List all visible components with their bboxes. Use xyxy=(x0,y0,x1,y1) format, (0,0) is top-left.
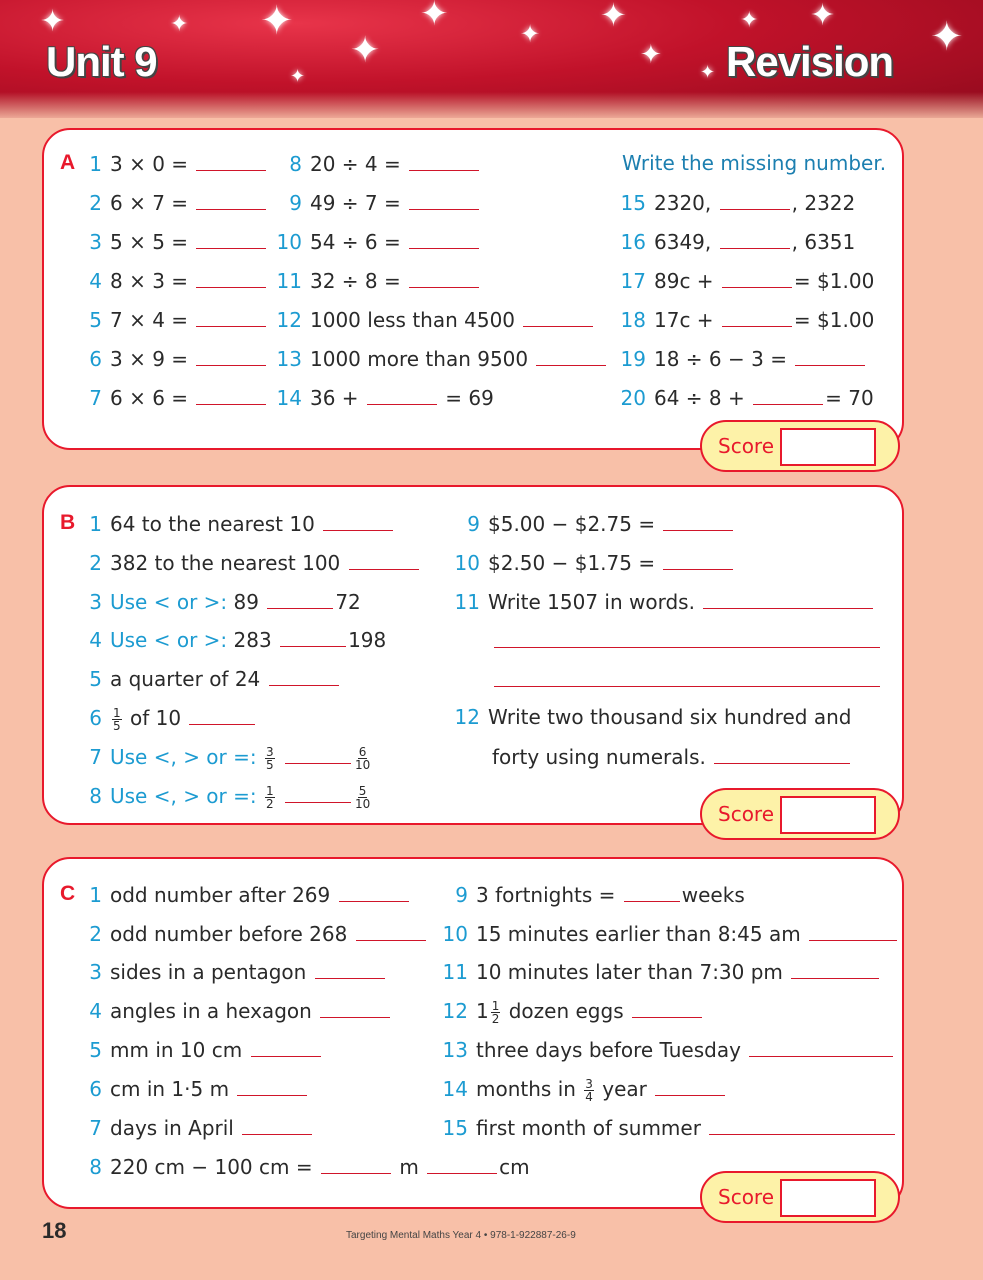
question-row xyxy=(80,589,361,614)
score-label: Score xyxy=(718,802,775,826)
question-row xyxy=(448,550,735,575)
sparkle-icon: ✦ xyxy=(260,0,294,44)
answer-blank[interactable] xyxy=(709,1115,895,1135)
question-text: 3 fortnights = xyxy=(476,883,616,907)
question-number: 3 xyxy=(89,960,102,984)
sparkle-icon: ✦ xyxy=(600,0,627,34)
fraction xyxy=(265,746,275,771)
numerator: 3 xyxy=(585,1077,593,1091)
question-number: 1 xyxy=(89,512,102,536)
section-b-panel xyxy=(42,485,904,825)
question-text: 1 xyxy=(476,999,489,1023)
question-row xyxy=(492,744,852,769)
question-text: 7 × 4 = xyxy=(110,308,189,332)
question-row xyxy=(80,666,341,691)
question-text: a quarter of 24 xyxy=(110,667,261,691)
question-text: , 6351 xyxy=(791,230,856,254)
question-number: 20 xyxy=(620,386,646,410)
question-text: of 10 xyxy=(130,706,182,730)
answer-blank[interactable] xyxy=(196,190,266,210)
question-row xyxy=(80,705,257,732)
answer-blank[interactable] xyxy=(409,151,479,171)
question-text: Use <, > or =: xyxy=(110,745,257,769)
answer-blank[interactable] xyxy=(196,229,266,249)
answer-blank[interactable] xyxy=(315,959,385,979)
question-text: $5.00 − $2.75 = xyxy=(488,512,656,536)
answer-blank[interactable] xyxy=(494,667,880,687)
question-text: cm xyxy=(499,1155,530,1179)
sparkle-icon: ✦ xyxy=(740,8,759,33)
question-text: 15 minutes earlier than 8:45 am xyxy=(476,922,801,946)
section-instruction: Write the missing number. xyxy=(622,151,887,175)
question-number: 5 xyxy=(89,308,102,332)
question-text: odd number before 268 xyxy=(110,922,348,946)
question-row xyxy=(610,307,874,332)
score-box xyxy=(700,788,900,840)
question-row xyxy=(80,998,392,1023)
question-row xyxy=(80,229,268,254)
denominator: 5 xyxy=(265,758,274,772)
question-number: 9 xyxy=(289,191,302,215)
question-row xyxy=(80,627,386,652)
question-text: 64 ÷ 8 + xyxy=(654,386,745,410)
question-number: 9 xyxy=(455,883,468,907)
denominator: 2 xyxy=(265,797,274,811)
score-input[interactable] xyxy=(780,796,876,834)
question-text: three days before Tuesday xyxy=(476,1038,741,1062)
answer-blank[interactable] xyxy=(196,268,266,288)
question-row xyxy=(436,882,745,907)
answer-blank[interactable] xyxy=(349,550,419,570)
question-text: months in xyxy=(476,1077,576,1101)
numerator: 1 xyxy=(113,706,121,720)
answer-blank[interactable] xyxy=(722,307,792,327)
question-number: 9 xyxy=(467,512,480,536)
question-text: = 70 xyxy=(825,386,874,410)
question-row xyxy=(270,151,481,176)
question-row xyxy=(80,268,268,293)
question-text: 89c + xyxy=(654,269,714,293)
question-number: 15 xyxy=(620,191,646,215)
question-text: 283 xyxy=(233,628,272,652)
question-text: odd number after 269 xyxy=(110,883,331,907)
question-number: 10 xyxy=(442,922,468,946)
answer-blank[interactable] xyxy=(285,744,351,764)
question-row xyxy=(80,744,372,771)
question-text: 2320, xyxy=(654,191,712,215)
question-number: 17 xyxy=(620,269,646,293)
question-text: 54 ÷ 6 = xyxy=(310,230,401,254)
question-row xyxy=(436,1115,897,1140)
question-row xyxy=(270,268,481,293)
question-row xyxy=(270,385,494,410)
question-number: 5 xyxy=(89,1038,102,1062)
question-row xyxy=(80,511,395,536)
question-text: 49 ÷ 7 = xyxy=(310,191,401,215)
score-input[interactable] xyxy=(780,428,876,466)
question-text: Write 1507 in words. xyxy=(488,590,695,614)
question-number: 4 xyxy=(89,628,102,652)
answer-blank[interactable] xyxy=(749,1037,893,1057)
question-text: Use < or >: xyxy=(110,628,228,652)
question-row xyxy=(448,705,851,729)
sparkle-icon: ✦ xyxy=(170,12,189,37)
denominator: 4 xyxy=(585,1090,593,1104)
question-number: 15 xyxy=(442,1116,468,1140)
question-text: mm in 10 cm xyxy=(110,1038,243,1062)
question-number: 12 xyxy=(454,705,480,729)
numerator: 6 xyxy=(358,745,367,759)
question-text: weeks xyxy=(681,883,745,907)
denominator: 10 xyxy=(354,758,371,772)
question-number: 1 xyxy=(89,883,102,907)
question-number: 12 xyxy=(276,308,302,332)
answer-blank[interactable] xyxy=(196,385,266,405)
question-row xyxy=(80,346,268,371)
question-row xyxy=(436,1076,727,1103)
question-row xyxy=(270,190,481,215)
answer-blank[interactable] xyxy=(189,705,255,725)
question-row xyxy=(448,511,735,536)
sparkle-icon: ✦ xyxy=(350,30,381,71)
score-input[interactable] xyxy=(780,1179,876,1217)
answer-blank[interactable] xyxy=(269,666,339,686)
question-text: 36 + xyxy=(310,386,359,410)
answer-blank[interactable] xyxy=(323,511,393,531)
numerator: 5 xyxy=(358,784,367,798)
sparkle-icon: ✦ xyxy=(640,40,662,70)
question-row xyxy=(80,1076,309,1101)
question-number: 8 xyxy=(89,1155,102,1179)
question-number: 11 xyxy=(454,590,480,614)
footer-text: Targeting Mental Maths Year 4 • 978-1-922887-26-9 xyxy=(346,1230,576,1241)
question-text: = $1.00 xyxy=(793,308,875,332)
question-text: 64 to the nearest 10 xyxy=(110,512,315,536)
question-text: 220 cm − 100 cm = xyxy=(110,1155,313,1179)
question-number: 14 xyxy=(276,386,302,410)
question-text: Use < or >: xyxy=(110,590,228,614)
question-row xyxy=(436,959,881,984)
sparkle-icon: ✦ xyxy=(520,20,541,48)
question-text: 6 × 7 = xyxy=(110,191,189,215)
question-number: 8 xyxy=(289,152,302,176)
question-text: year xyxy=(602,1077,647,1101)
score-label: Score xyxy=(718,434,775,458)
question-row xyxy=(270,346,608,371)
question-number: 6 xyxy=(89,347,102,371)
question-text: dozen eggs xyxy=(508,999,624,1023)
question-row xyxy=(80,190,268,215)
section-letter: A xyxy=(60,151,76,174)
question-number: 14 xyxy=(442,1077,468,1101)
question-text: 3 × 0 = xyxy=(110,152,189,176)
question-text: 20 ÷ 4 = xyxy=(310,152,401,176)
question-text: first month of summer xyxy=(476,1116,701,1140)
answer-blank[interactable] xyxy=(663,511,733,531)
sparkle-icon: ✦ xyxy=(930,14,964,60)
answer-blank[interactable] xyxy=(280,627,346,647)
question-row xyxy=(610,190,855,215)
answer-blank[interactable] xyxy=(196,307,266,327)
question-text: 1000 more than 9500 xyxy=(310,347,529,371)
question-text: 10 minutes later than 7:30 pm xyxy=(476,960,783,984)
question-text: = 69 xyxy=(445,386,494,410)
question-text: angles in a hexagon xyxy=(110,999,312,1023)
fraction xyxy=(491,1000,501,1025)
question-row xyxy=(80,307,268,332)
question-number: 2 xyxy=(89,191,102,215)
sparkle-icon: ✦ xyxy=(40,4,66,39)
question-text: sides in a pentagon xyxy=(110,960,307,984)
question-row xyxy=(610,346,867,371)
question-row xyxy=(80,921,428,946)
question-row xyxy=(436,998,704,1025)
answer-blank[interactable] xyxy=(720,229,790,249)
question-text: Use <, > or =: xyxy=(110,784,257,808)
page-number: 18 xyxy=(42,1218,67,1243)
question-number: 10 xyxy=(276,230,302,254)
sparkle-icon: ✦ xyxy=(420,0,449,34)
question-number: 13 xyxy=(276,347,302,371)
question-row xyxy=(80,1154,530,1179)
question-text: 17c + xyxy=(654,308,714,332)
question-number: 4 xyxy=(89,999,102,1023)
answer-blank[interactable] xyxy=(409,229,479,249)
answer-blank[interactable] xyxy=(285,783,351,803)
question-number: 2 xyxy=(89,922,102,946)
question-row xyxy=(80,151,268,176)
question-number: 18 xyxy=(620,308,646,332)
question-number: 4 xyxy=(89,269,102,293)
answer-blank[interactable] xyxy=(237,1076,307,1096)
sparkle-icon: ✦ xyxy=(700,62,716,83)
answer-blank[interactable] xyxy=(791,959,879,979)
question-text: $2.50 − $1.75 = xyxy=(488,551,656,575)
question-text: 1000 less than 4500 xyxy=(310,308,516,332)
answer-blank[interactable] xyxy=(655,1076,725,1096)
sparkle-icon: ✦ xyxy=(810,0,836,33)
fraction xyxy=(584,1078,594,1103)
denominator: 5 xyxy=(113,719,121,733)
fraction xyxy=(112,707,122,732)
question-text: 198 xyxy=(348,628,387,652)
answer-blank[interactable] xyxy=(703,589,873,609)
answer-blank[interactable] xyxy=(367,385,437,405)
question-text: Write two thousand six hundred and xyxy=(488,705,852,729)
question-number: 11 xyxy=(276,269,302,293)
question-number: 7 xyxy=(89,1116,102,1140)
question-row xyxy=(436,1037,895,1062)
question-text: 6349, xyxy=(654,230,712,254)
question-number: 3 xyxy=(89,590,102,614)
question-row xyxy=(270,307,595,332)
numerator: 1 xyxy=(265,784,274,798)
numerator: 1 xyxy=(491,999,500,1013)
answer-blank[interactable] xyxy=(321,1154,391,1174)
question-number: 10 xyxy=(454,551,480,575)
score-label: Score xyxy=(718,1185,775,1209)
question-number: 7 xyxy=(89,386,102,410)
answer-blank[interactable] xyxy=(196,346,266,366)
question-row xyxy=(448,589,875,614)
sparkle-icon: ✦ xyxy=(290,66,306,87)
question-number: 6 xyxy=(89,1077,102,1101)
fraction xyxy=(355,746,370,771)
answer-blank[interactable] xyxy=(536,346,606,366)
denominator: 10 xyxy=(354,797,371,811)
score-box xyxy=(700,1171,900,1223)
question-text: 32 ÷ 8 = xyxy=(310,269,401,293)
answer-blank[interactable] xyxy=(320,998,390,1018)
answer-blank[interactable] xyxy=(267,589,333,609)
answer-blank[interactable] xyxy=(494,628,880,648)
question-text: = $1.00 xyxy=(793,269,875,293)
question-row xyxy=(80,1115,314,1140)
question-text: days in April xyxy=(110,1116,234,1140)
answer-blank[interactable] xyxy=(809,921,897,941)
answer-blank[interactable] xyxy=(624,882,680,902)
answer-blank[interactable] xyxy=(663,550,733,570)
question-number: 8 xyxy=(89,784,102,808)
answer-blank[interactable] xyxy=(427,1154,497,1174)
answer-blank[interactable] xyxy=(720,190,790,210)
answer-blank[interactable] xyxy=(339,882,409,902)
denominator: 2 xyxy=(491,1012,500,1026)
fraction xyxy=(355,785,370,810)
answer-blank[interactable] xyxy=(251,1037,321,1057)
answer-blank[interactable] xyxy=(196,151,266,171)
answer-blank[interactable] xyxy=(714,744,850,764)
section-letter: B xyxy=(60,511,76,534)
question-text: 6 × 6 = xyxy=(110,386,189,410)
question-row xyxy=(610,229,855,254)
unit-title: Unit 9 xyxy=(46,38,157,85)
score-box xyxy=(700,420,900,472)
question-text: cm in 1·5 m xyxy=(110,1077,230,1101)
question-number: 6 xyxy=(89,706,102,730)
question-text: 18 ÷ 6 − 3 = xyxy=(654,347,787,371)
answer-blank[interactable] xyxy=(722,268,792,288)
question-row xyxy=(436,921,899,946)
fraction xyxy=(265,785,275,810)
question-row xyxy=(80,550,421,575)
question-row xyxy=(80,959,387,984)
question-text: 89 xyxy=(233,590,259,614)
answer-blank[interactable] xyxy=(242,1115,312,1135)
question-row xyxy=(270,229,481,254)
question-number: 1 xyxy=(89,152,102,176)
question-row xyxy=(80,1037,323,1062)
answer-blank[interactable] xyxy=(356,921,426,941)
question-text: 382 to the nearest 100 xyxy=(110,551,341,575)
question-number: 16 xyxy=(620,230,646,254)
question-text: , 2322 xyxy=(791,191,856,215)
page-title: Revision xyxy=(726,38,894,85)
answer-blank[interactable] xyxy=(795,346,865,366)
question-text: 72 xyxy=(335,590,361,614)
question-number: 5 xyxy=(89,667,102,691)
answer-blank[interactable] xyxy=(409,190,479,210)
section-letter: C xyxy=(60,882,76,905)
banner-fade xyxy=(0,92,983,118)
answer-blank[interactable] xyxy=(409,268,479,288)
question-number: 7 xyxy=(89,745,102,769)
question-number: 12 xyxy=(442,999,468,1023)
question-row xyxy=(610,385,874,410)
question-text: 3 × 9 = xyxy=(110,347,189,371)
question-row xyxy=(80,882,411,907)
question-number: 2 xyxy=(89,551,102,575)
answer-blank[interactable] xyxy=(523,307,593,327)
question-text: 5 × 5 = xyxy=(110,230,189,254)
question-row xyxy=(80,783,372,810)
question-number: 19 xyxy=(620,347,646,371)
question-text: m xyxy=(399,1155,419,1179)
question-number: 3 xyxy=(89,230,102,254)
answer-blank[interactable] xyxy=(632,998,702,1018)
question-row xyxy=(80,385,268,410)
answer-blank[interactable] xyxy=(753,385,823,405)
numerator: 3 xyxy=(265,745,274,759)
question-number: 11 xyxy=(442,960,468,984)
question-text: 8 × 3 = xyxy=(110,269,189,293)
question-row xyxy=(610,268,874,293)
question-text: forty using numerals. xyxy=(492,745,706,769)
question-number: 13 xyxy=(442,1038,468,1062)
